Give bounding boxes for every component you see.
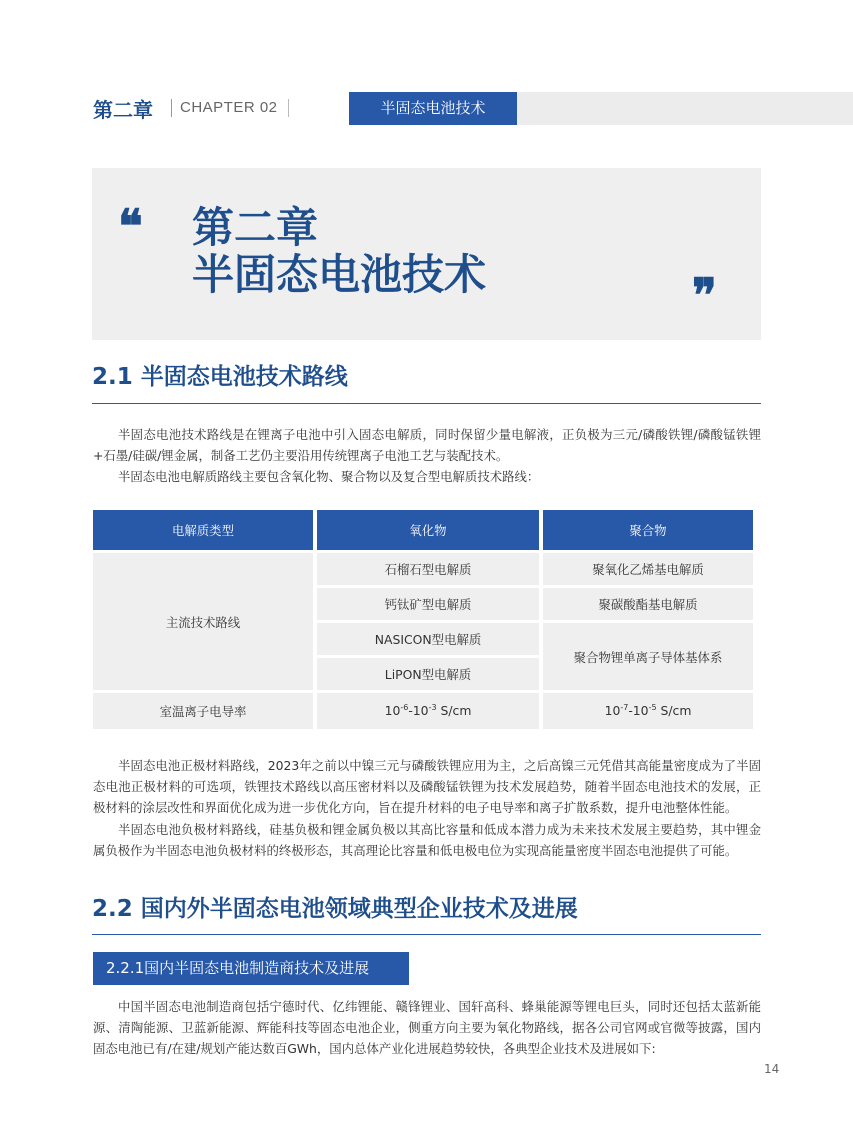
electrolyte-table (89, 507, 757, 732)
header-divider (171, 99, 172, 117)
table-header-cell: 聚合物 (543, 510, 753, 550)
table-row (93, 553, 753, 585)
close-quote-icon: ❞ (692, 268, 717, 322)
paragraph: 中国半固态电池制造商包括宁德时代、亿纬锂能、赣锋锂业、国轩高科、蜂巢能源等锂电巨头，同时还包括太蓝新能源、清陶能源、卫蓝新能源、辉能科技等固态电池企业，侧重方向主要为氧化物路线，据各公司官网或官微等披露，国内固态电池已有/在建/规划产能达数百GWh，国内总体产业化进展趋势较快，各典型企业技术及进展如下: (93, 999, 761, 1056)
section-heading-2-1: 2.1 半固态电池技术路线 (92, 364, 348, 390)
header-topic-tab: 半固态电池技术 (349, 92, 517, 125)
header-chapter-en: CHAPTER 02 (180, 99, 278, 116)
page-number: 14 (764, 1062, 780, 1076)
paragraph: 半固态电池正极材料路线，2023年之前以中镍三元与磷酸铁锂应用为主，之后高镍三元凭借其高能量密度成为了半固态电池正极材料的可选项，铁锂技术路线以高压密材料以及磷酸锰铁锂为技术发展趋势，随着半固态电池技术的发展，正极材料的涂层改性和界面优化成为进一步优化方向，旨在提升材料的电子电导率和离子扩散系数，提升电池整体性能。 (93, 758, 761, 815)
chapter-title-line1: 第二章 (192, 203, 319, 252)
table-cell-label: 室温离子电导率 (93, 693, 313, 729)
section-heading-2-2: 2.2 国内外半固态电池领域典型企业技术及进展 (92, 896, 578, 922)
paragraph: 半固态电池技术路线是在锂离子电池中引入固态电解质，同时保留少量电解液，正负极为三元/磷酸铁锂/磷酸锰铁锂+石墨/硅碳/锂金属，制备工艺仍主要沿用传统锂离子电池工艺与装配技术。 (93, 427, 761, 463)
table-cell: 聚氧化乙烯基电解质 (543, 553, 753, 585)
table-cell: 聚碳酸酯基电解质 (543, 588, 753, 620)
section-rule-2-1 (92, 403, 761, 404)
table-cell-conductivity: $10^{-7}-10^{-5}$ S/cm (543, 693, 753, 729)
chapter-title-line2: 半固态电池技术 (192, 250, 487, 299)
table-header-cell: 电解质类型 (93, 510, 313, 550)
table-cell-label: 主流技术路线 (93, 553, 313, 690)
table-cell: 聚合物锂单离子导体基体系 (543, 623, 753, 690)
table-header-cell: 氧化物 (317, 510, 539, 550)
section-rule-2-2 (92, 934, 761, 935)
chapter-title (192, 204, 486, 298)
header-chapter: 第二章 (93, 98, 153, 122)
table-cell: NASICON型电解质 (317, 623, 539, 655)
table-cell: 钙钛矿型电解质 (317, 588, 539, 620)
subsection-heading-2-2-1: 2.2.1国内半固态电池制造商技术及进展 (93, 952, 409, 985)
table-row (93, 693, 753, 729)
header-band (517, 92, 853, 125)
paragraph: 半固态电池电解质路线主要包含氧化物、聚合物以及复合型电解质技术路线： (118, 469, 540, 484)
table-cell: LiPON型电解质 (317, 658, 539, 690)
table-cell: 石榴石型电解质 (317, 553, 539, 585)
paragraph: 半固态电池负极材料路线，硅基负极和锂金属负极以其高比容量和低成本潜力成为未来技术发展主要趋势，其中锂金属负极作为半固态电池负极材料的终极形态，其高理论比容量和低电极电位为实现高能量密度半固态电池提供了可能。 (93, 822, 761, 858)
open-quote-icon: ❝ (118, 199, 143, 253)
table-cell-conductivity: $10^{-6}-10^{-3}$ S/cm (317, 693, 539, 729)
header-divider-2 (288, 99, 289, 117)
table-header-row (93, 510, 753, 550)
